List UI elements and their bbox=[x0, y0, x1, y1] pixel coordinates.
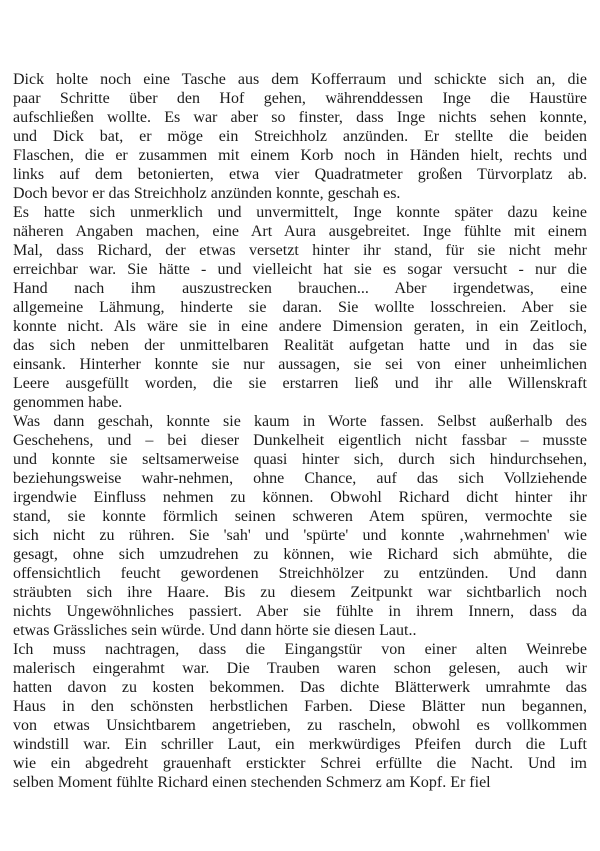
text-line: windstill war. Ein schriller Laut, ein merkwürdiges Pfeifen durch die Luft bbox=[13, 736, 587, 753]
paragraph bbox=[13, 640, 587, 792]
paragraph bbox=[13, 70, 587, 203]
text-line: Geschehens, und – bei dieser Dunkelheit eigentlich nicht fassbar – musste bbox=[13, 432, 587, 449]
text-line: sich nicht zu rühren. Sie 'sah' und 'spürte' und konnte ‚wahrnehmen' wie bbox=[13, 527, 587, 544]
text-line: irgendwie Einfluss nehmen zu können. Obwohl Richard dicht hinter ihr bbox=[13, 489, 587, 506]
text-line: Mal, dass Richard, der etwas versetzt hinter ihr stand, für sie nicht mehr bbox=[13, 242, 587, 259]
text-line: gesagt, ohne sich umzudrehen zu können, wie Richard sich abmühte, die bbox=[13, 546, 587, 563]
text-line: erreichbar war. Sie hätte - und vielleicht hat sie es sogar versucht - nur die bbox=[13, 261, 587, 278]
text-line: beziehungsweise wahr-nehmen, ohne Chance, auf das sich Vollziehende bbox=[13, 470, 587, 487]
text-line: paar Schritte über den Hof gehen, währenddessen Inge die Haustüre bbox=[13, 90, 587, 107]
text-line: wie ein abgedreht grauenhaft erstickter Schrei erfüllte die Nacht. Und im bbox=[13, 755, 587, 772]
text-line: Doch bevor er das Streichholz anzünden konnte, geschah es. bbox=[13, 185, 401, 202]
text-line: aufschließen wollte. Es war aber so finster, dass Inge nichts sehen konnte, bbox=[13, 109, 587, 126]
text-line: nichts Ungewöhnliches passiert. Aber sie fühlte in ihrem Innern, dass da bbox=[13, 603, 587, 620]
text-line: offensichtlich feucht gewordenen Streichhölzer zu entzünden. Und dann bbox=[13, 565, 587, 582]
text-line: Es hatte sich unmerklich und unvermittelt, Inge konnte später dazu keine bbox=[13, 204, 587, 221]
text-line: und Dick bat, er möge ein Streichholz anzünden. Er stellte die beiden bbox=[13, 128, 587, 145]
text-line: etwas Grässliches sein würde. Und dann hörte sie diesen Laut.. bbox=[13, 622, 417, 639]
text-line: konnte nicht. Als wäre sie in eine andere Dimension geraten, in ein Zeitloch, bbox=[13, 318, 587, 335]
text-line: Dick holte noch eine Tasche aus dem Kofferraum und schickte sich an, die bbox=[13, 71, 587, 88]
text-line: näheren Angaben machen, eine Art Aura ausgebreitet. Inge fühlte mit einem bbox=[13, 223, 587, 240]
text-line: Hand nach ihm auszustrecken brauchen... Aber irgendetwas, eine bbox=[13, 280, 587, 297]
text-line: Haus in den schönsten herbstlichen Farben. Diese Blätter nun begannen, bbox=[13, 698, 587, 715]
paragraph bbox=[13, 412, 587, 640]
text-line: allgemeine Lähmung, hinderte sie daran. Sie wollte losschreien. Aber sie bbox=[13, 299, 587, 316]
text-line: Was dann geschah, konnte sie kaum in Worte fassen. Selbst außerhalb des bbox=[13, 413, 587, 430]
text-line: sträubten sich ihre Haare. Bis zu diesem Zeitpunkt war sichtbarlich noch bbox=[13, 584, 587, 601]
text-line: einsank. Hinterher konnte sie nur aussagen, sie sei von einer unheimlichen bbox=[13, 356, 587, 373]
text-line: Leere ausgefüllt worden, die sie erstarren ließ und ihr alle Willenskraft bbox=[13, 375, 587, 392]
text-line: links auf dem betonierten, etwa vier Quadratmeter großen Türvorplatz ab. bbox=[13, 166, 587, 183]
text-line: Ich muss nachtragen, dass die Eingangstür von einer alten Weinrebe bbox=[13, 641, 587, 658]
text-line: stand, sie konnte förmlich seinen schweren Atem spüren, vermochte sie bbox=[13, 508, 587, 525]
text-line: und konnte sie seltsamerweise quasi hinter sich, durch sich hindurchsehen, bbox=[13, 451, 587, 468]
text-line: Flaschen, die er zusammen mit einem Korb noch in Händen hielt, rechts und bbox=[13, 147, 587, 164]
text-line: das sich neben der unmittelbaren Realität aufgetan hatte und in das sie bbox=[13, 337, 587, 354]
text-line: hatten davon zu kosten bekommen. Das dichte Blätterwerk umrahmte das bbox=[13, 679, 587, 696]
text-line: selben Moment fühlte Richard einen stechenden Schmerz am Kopf. Er fiel bbox=[13, 774, 491, 791]
text-line: genommen habe. bbox=[13, 394, 123, 411]
paragraph bbox=[13, 203, 587, 412]
page-text bbox=[13, 70, 587, 792]
text-line: malerisch eingerahmt war. Die Trauben waren schon gelesen, auch wir bbox=[13, 660, 587, 677]
text-line: von etwas Unsichtbarem angetrieben, zu rascheln, obwohl es vollkommen bbox=[13, 717, 587, 734]
